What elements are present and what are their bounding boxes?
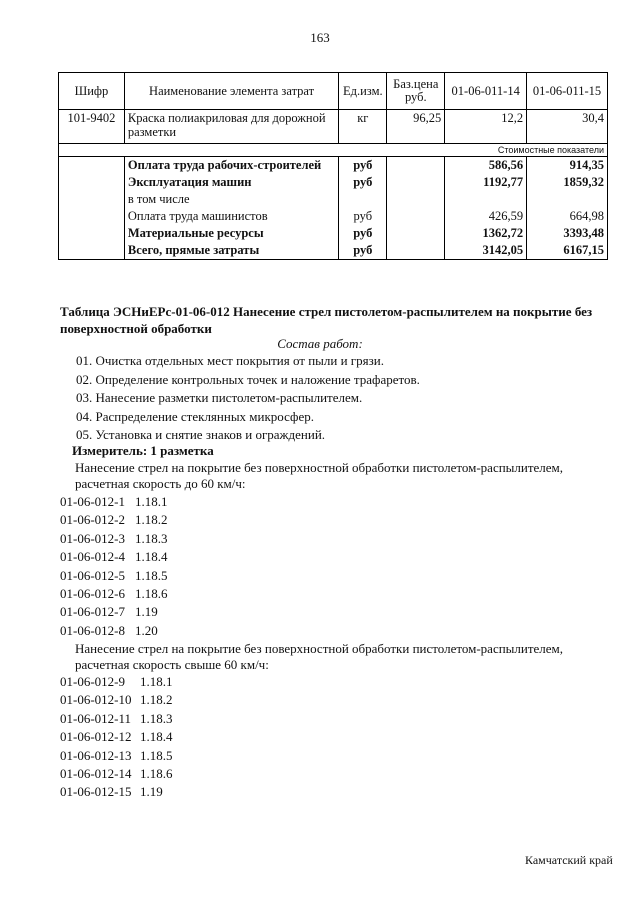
list-item [60, 603, 168, 621]
footer-region: Камчатский край [525, 853, 613, 867]
row-value-2: 1859,32 [527, 174, 608, 191]
header-code: Шифр [59, 73, 125, 110]
material-name: Краска полиакриловая для дорожной разметки [124, 110, 338, 144]
table-row [59, 191, 608, 208]
row-value-1: 426,59 [445, 208, 527, 225]
item-code: 01-06-012-8 [60, 622, 125, 638]
item-code: 01-06-012-13 [60, 747, 132, 763]
table-title: Таблица ЭСНиЕРс-01-06-012 Нанесение стрел пистолетом-распылителем на покрытие без поверхностной обработки [60, 304, 593, 336]
list-item [60, 585, 168, 603]
page-number: 163 [310, 30, 330, 45]
table-row [59, 242, 608, 260]
material-unit: кг [339, 110, 387, 144]
operation-item: 04. Распределение стеклянных микросфер. [76, 408, 314, 424]
group-2-description: Нанесение стрел на покрытие без поверхностной обработки пистолетом-распылителем, расчетная скорость свыше 60 км/ч: [75, 641, 564, 672]
item-code: 01-06-012-9 [60, 674, 125, 689]
material-value-1: 12,2 [445, 110, 527, 144]
table-row [59, 208, 608, 225]
item-code: 01-06-012-10 [60, 692, 132, 708]
item-ref: 1.20 [135, 622, 158, 638]
cost-table [58, 72, 608, 260]
item-ref: 1.18.3 [140, 710, 173, 726]
row-value-1: 586,56 [445, 157, 527, 175]
section-label-row [59, 144, 608, 157]
composition-heading: Состав работ: [277, 336, 363, 351]
list-item [60, 567, 168, 585]
group-2-codes [60, 673, 173, 802]
row-value-1: 1192,77 [445, 174, 527, 191]
list-item [60, 691, 173, 709]
item-code: 01-06-012-11 [60, 710, 132, 726]
item-ref: 1.19 [135, 604, 158, 620]
operation-item: 02. Определение контрольных точек и наложение трафаретов. [76, 371, 420, 387]
list-item [60, 783, 173, 801]
header-unit: Ед.изм. [339, 73, 387, 110]
header-price: Баз.цена руб. [387, 73, 445, 110]
row-unit: руб [339, 174, 387, 191]
operation-item: 03. Нанесение разметки пистолетом-распылителем. [76, 390, 363, 405]
table-row [59, 157, 608, 175]
item-code: 01-06-012-3 [60, 530, 125, 546]
group-1-description: Нанесение стрел на покрытие без поверхностной обработки пистолетом-распылителем, расчетная скорость до 60 км/ч: [75, 460, 564, 491]
row-name: Материальные ресурсы [124, 225, 338, 242]
table-row [59, 225, 608, 242]
list-item [60, 765, 173, 783]
item-code: 01-06-012-15 [60, 784, 132, 800]
item-ref: 1.18.2 [135, 512, 168, 528]
item-ref: 1.18.5 [140, 747, 173, 763]
item-ref: 1.18.6 [135, 585, 168, 601]
row-name: Оплата труда рабочих-строителей [124, 157, 338, 175]
list-item [60, 493, 168, 511]
list-item [60, 622, 168, 640]
row-unit: руб [339, 157, 387, 175]
item-code: 01-06-012-4 [60, 549, 125, 565]
operation-item: 01. Очистка отдельных мест покрытия от пыли и грязи. [76, 353, 384, 368]
row-value-1: 3142,05 [445, 242, 527, 260]
row-name: Всего, прямые затраты [124, 242, 338, 260]
row-value-2: 914,35 [527, 157, 608, 175]
group-1-codes [60, 493, 168, 640]
item-ref: 1.19 [140, 784, 163, 800]
list-item [60, 548, 168, 566]
list-item [60, 747, 173, 765]
item-ref: 1.18.4 [135, 549, 168, 565]
header-col-1: 01-06-011-14 [445, 73, 527, 110]
item-ref: 1.18.4 [140, 729, 173, 745]
list-item [60, 530, 168, 548]
row-value-2: 3393,48 [527, 225, 608, 242]
item-code: 01-06-012-2 [60, 512, 125, 528]
item-code: 01-06-012-12 [60, 729, 132, 745]
item-code: 01-06-012-5 [60, 567, 125, 583]
row-unit: руб [339, 208, 387, 225]
table-header-row [59, 73, 608, 110]
row-name: Оплата труда машинистов [124, 208, 338, 225]
item-ref: 1.18.2 [140, 692, 173, 708]
item-code: 01-06-012-7 [60, 604, 125, 620]
row-value-2: 664,98 [527, 208, 608, 225]
row-value-1: 1362,72 [445, 225, 527, 242]
material-price: 96,25 [387, 110, 445, 144]
material-code: 101-9402 [59, 110, 125, 144]
measurement-unit: Измеритель: 1 разметка [72, 443, 214, 458]
list-item [60, 673, 173, 691]
material-value-2: 30,4 [527, 110, 608, 144]
item-ref: 1.18.1 [140, 674, 173, 689]
item-code: 01-06-012-1 [60, 494, 125, 509]
header-col-2: 01-06-011-15 [527, 73, 608, 110]
row-value-2: 6167,15 [527, 242, 608, 260]
operation-item: 05. Установка и снятие знаков и ограждений. [76, 427, 326, 442]
list-item [60, 728, 173, 746]
operations-list [76, 352, 420, 445]
item-ref: 1.18.1 [135, 494, 168, 509]
list-item [60, 710, 173, 728]
item-code: 01-06-012-6 [60, 585, 125, 601]
item-code: 01-06-012-14 [60, 765, 132, 781]
table-row [59, 174, 608, 191]
item-ref: 1.18.5 [135, 567, 168, 583]
row-unit: руб [339, 225, 387, 242]
header-name: Наименование элемента затрат [124, 73, 338, 110]
row-name: Эксплуатация машин [124, 174, 338, 191]
section-label: Стоимостные показатели [445, 144, 608, 157]
row-name: в том числе [124, 191, 338, 208]
list-item [60, 511, 168, 529]
material-row [59, 110, 608, 144]
item-ref: 1.18.3 [135, 530, 168, 546]
row-unit: руб [339, 242, 387, 260]
item-ref: 1.18.6 [140, 765, 173, 781]
